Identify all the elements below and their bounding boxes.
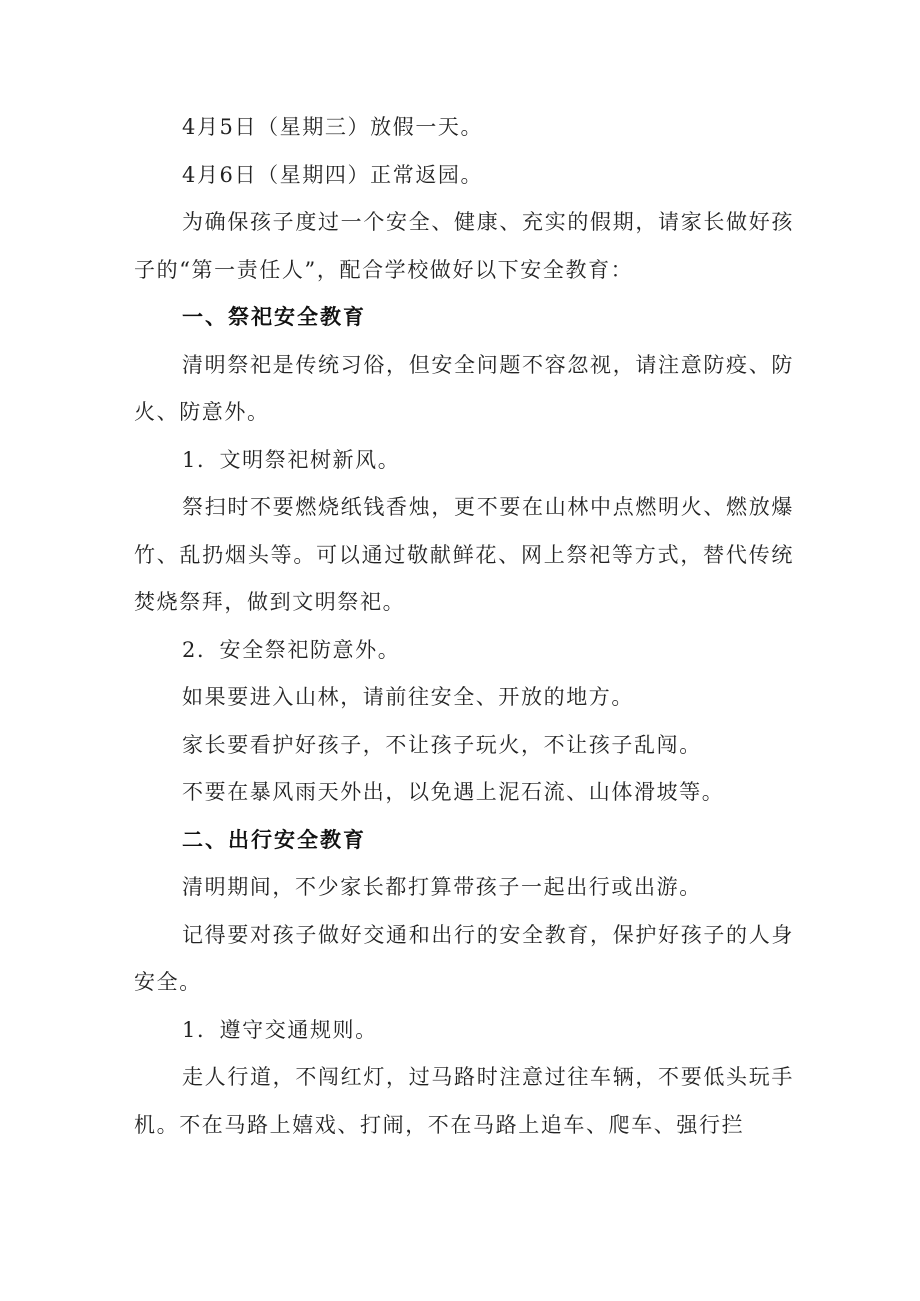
document-body	[134, 104, 794, 1149]
weather-warning-line: 不要在暴风雨天外出，以免遇上泥石流、山体滑坡等。	[182, 780, 725, 804]
subheading-civilized-sacrifice: 1．文明祭祀树新风。	[182, 447, 401, 472]
civilized-sacrifice-paragraph: 祭扫时不要燃烧纸钱香烛，更不要在山林中点燃明火、燃放爆竹、乱扔烟头等。可以通过敬献鲜花、网上祭祀等方式，替代传统焚烧祭拜，做到文明祭祀。	[134, 495, 794, 614]
sacrifice-intro-paragraph: 清明祭祀是传统习俗，但安全问题不容忽视，请注意防疫、防火、防意外。	[134, 352, 794, 424]
holiday-date-line: 4月5日（星期三）放假一天。	[182, 115, 484, 139]
section-heading-sacrifice-safety: 一、祭祀安全教育	[182, 305, 366, 329]
travel-intro-line: 清明期间，不少家长都打算带孩子一起出行或出游。	[182, 875, 702, 899]
return-date-line: 4月6日（星期四）正常返园。	[182, 162, 484, 187]
subheading-traffic-rules: 1．遵守交通规则。	[182, 1017, 378, 1042]
parent-supervision-line: 家长要看护好孩子，不让孩子玩火，不让孩子乱闯。	[182, 732, 702, 757]
mountain-safety-line: 如果要进入山林，请前往安全、开放的地方。	[182, 685, 634, 709]
travel-education-paragraph: 记得要对孩子做好交通和出行的安全教育，保护好孩子的人身安全。	[134, 922, 794, 994]
intro-paragraph: 为确保孩子度过一个安全、健康、充实的假期，请家长做好孩子的“第一责任人”，配合学校做好以下安全教育：	[134, 210, 794, 282]
traffic-rules-paragraph: 走人行道，不闯红灯，过马路时注意过往车辆，不要低头玩手机。不在马路上嬉戏、打闹，不在马路上追车、爬车、强行拦	[134, 1065, 794, 1137]
section-heading-travel-safety: 二、出行安全教育	[182, 827, 366, 852]
subheading-safe-sacrifice: 2．安全祭祀防意外。	[182, 637, 401, 662]
